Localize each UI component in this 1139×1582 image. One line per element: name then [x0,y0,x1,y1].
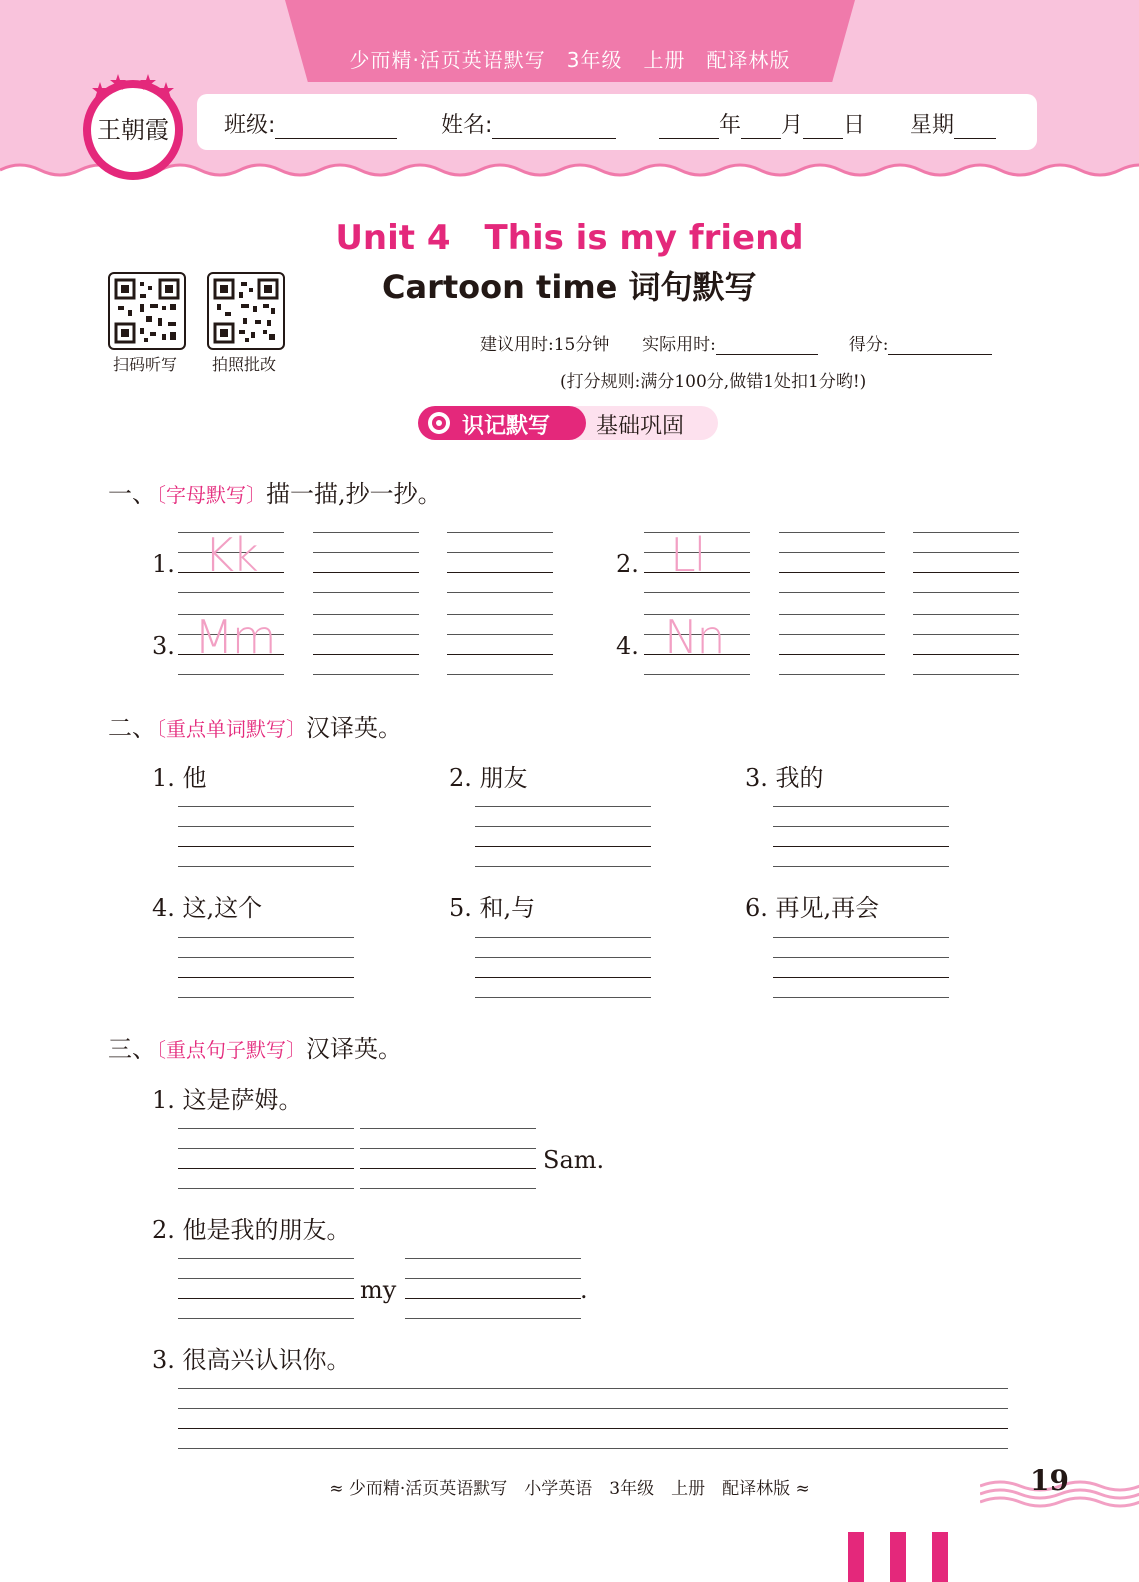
letter-copy-box[interactable] [447,532,553,592]
word-item: 3. 我的 [745,764,824,792]
name-field[interactable] [441,108,616,139]
qr-label-grade: 拍照批改 [211,355,276,374]
section2-heading [108,708,402,743]
score-label: 得分: [848,335,889,355]
edge-tab [848,1532,864,1582]
qr-icon [110,274,184,348]
letter-copy-box[interactable] [779,532,885,592]
day-label: 日 [843,113,866,138]
letter-trace-box[interactable] [178,610,284,674]
word-answer-lines[interactable] [178,806,354,868]
page-subtitle: Cartoon time 词句默写 [382,268,757,306]
time-line [480,330,992,355]
word-item: 4. 这,这个 [152,894,263,922]
letter-trace-box[interactable] [178,528,284,592]
letter-trace-box[interactable] [644,610,750,674]
letter-copy-box[interactable] [313,532,419,592]
word-answer-lines[interactable] [773,806,949,868]
sentence-answer-lines[interactable] [178,1128,354,1190]
letter-item-number: 4. [616,632,639,660]
word-answer-lines[interactable] [475,937,651,999]
section1-heading [108,474,442,509]
date-field[interactable] [659,108,865,139]
trace-letters: Nn [664,610,724,664]
actual-time-field[interactable] [716,336,818,355]
sentence-answer-lines[interactable] [405,1258,581,1320]
weekday-field[interactable] [910,108,996,139]
word-answer-lines[interactable] [178,937,354,999]
section2-tag: 〔重点单词默写〕 [156,717,306,741]
class-field[interactable] [224,108,397,139]
letter-copy-box[interactable] [913,532,1019,592]
score-rule: (打分规则:满分100分,做错1处扣1分哟!) [560,372,867,392]
score-field[interactable] [888,336,992,355]
svg-text:王朝霞: 王朝霞 [97,116,169,144]
class-label: 班级: [224,113,276,138]
page-number: 19 [1030,1464,1069,1497]
letter-item-number: 1. [152,550,175,578]
header-title: 少而精·活页英语默写 3年级 上册 配译林版 [349,48,791,72]
brand-logo-icon [78,68,188,188]
section3-heading [108,1029,402,1064]
trace-letters: Kk [204,528,257,582]
sentence-given-word: Sam. [543,1146,605,1174]
suggested-time: 建议用时:15分钟 [480,335,610,355]
badge-main-text: 识记默写 [462,414,551,439]
word-answer-lines[interactable] [475,806,651,868]
word-item: 6. 再见,再会 [745,894,880,922]
word-item: 5. 和,与 [449,894,536,922]
trace-letters: Mm [194,610,275,664]
sentence-answer-lines[interactable] [178,1258,354,1320]
sentence-item: 3. 很高兴认识你。 [152,1346,351,1374]
year-label: 年 [719,113,742,138]
section3-tag: 〔重点句子默写〕 [156,1038,306,1062]
weekday-label: 星期 [910,113,955,138]
qr-label-listen: 扫码听写 [112,355,177,374]
qr-code-grade[interactable] [207,272,285,350]
section1-tag: 〔字母默写〕 [156,483,266,507]
sentence-period: . [580,1276,588,1304]
section1-number: 一、 [108,480,156,508]
edge-tab [890,1532,906,1582]
qr-code-listen[interactable] [108,272,186,350]
section3-number: 三、 [108,1035,156,1063]
badge-sub-text: 基础巩固 [596,414,685,439]
section3-instruction: 汉译英。 [306,1035,402,1063]
trace-letters: Ll [670,528,705,582]
name-label: 姓名: [441,113,493,138]
letter-copy-box[interactable] [447,614,553,674]
word-item: 1. 他 [152,764,207,792]
letter-copy-box[interactable] [313,614,419,674]
sentence-answer-lines[interactable] [178,1388,1008,1450]
letter-copy-box[interactable] [913,614,1019,674]
letter-item-number: 2. [616,550,639,578]
letter-trace-box[interactable] [644,528,750,592]
section2-number: 二、 [108,714,156,742]
footer-text: ≈ 少而精·活页英语默写 小学英语 3年级 上册 配译林版 ≈ [329,1479,810,1499]
letter-copy-box[interactable] [779,614,885,674]
sentence-item: 2. 他是我的朋友。 [152,1216,351,1244]
letter-item-number: 3. [152,632,175,660]
sentence-item: 1. 这是萨姆。 [152,1086,303,1114]
section1-instruction: 描一描,抄一抄。 [266,480,442,508]
qr-icon [209,274,283,348]
section2-instruction: 汉译英。 [306,714,402,742]
month-label: 月 [781,113,804,138]
word-item: 2. 朋友 [449,764,528,792]
actual-time-label: 实际用时: [642,335,716,355]
word-answer-lines[interactable] [773,937,949,999]
sentence-given-word: my [360,1276,397,1304]
sentence-answer-lines[interactable] [360,1128,536,1190]
edge-tab [932,1532,948,1582]
unit-title: Unit 4 This is my friend [335,218,804,258]
medal-icon [428,412,450,434]
